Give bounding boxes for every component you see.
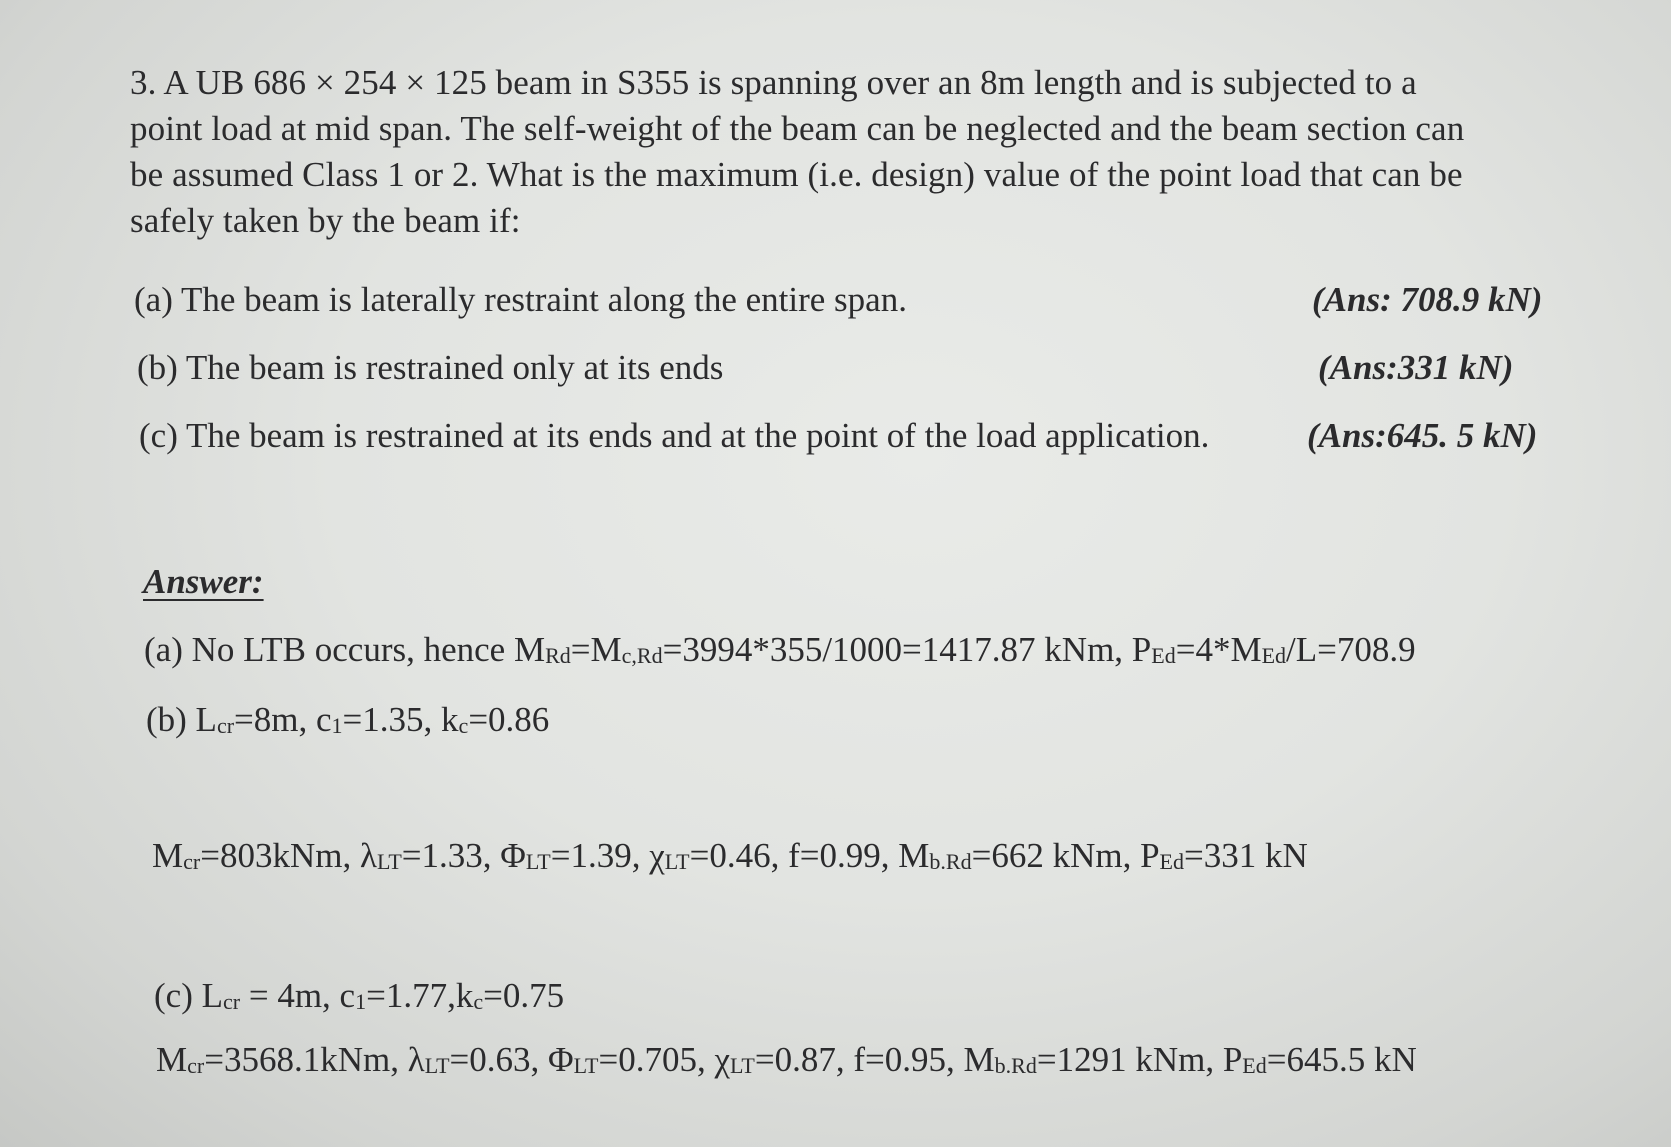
answer-b-text: =8m, c [234,700,332,739]
answer-c-details-text: =0.705, χ [598,1040,731,1079]
part-b-answer: (Ans:331 kN) [1318,348,1514,387]
answer-a-text: =4*M [1175,630,1262,669]
subscript: Ed [1151,643,1176,668]
answer-b-details-text: =331 kN [1184,836,1308,875]
answer-b-details-text: =1.33, Φ [401,836,526,875]
question-line: be assumed Class 1 or 2. What is the maximum (i.e. design) value of the point load that can be [130,155,1463,194]
part-a-answer: (Ans: 708.9 kN) [1312,280,1543,319]
subscript: c [473,989,484,1014]
answer-b-text: =0.86 [468,700,550,739]
subscript: cr [222,989,241,1014]
answer-b-details [152,836,1308,876]
part-a [134,280,1554,326]
subscript: 1 [355,989,367,1014]
answer-c-text: (c) L [154,976,223,1015]
subscript: c,Rd [621,643,663,668]
part-a-text: (a) The beam is laterally restraint along the entire span. [134,280,907,319]
subscript: LT [376,849,402,874]
answer-c-details-text: =645.5 kN [1266,1040,1417,1079]
answer-c-text: =1.77,k [366,976,474,1015]
subscript: LT [573,1053,599,1078]
part-b-text: (b) The beam is restrained only at its ends [137,348,724,387]
question-line: safely taken by the beam if: [130,201,521,240]
answer-a-text: /L=708.9 [1286,630,1416,669]
subscript: Ed [1242,1053,1267,1078]
answer-a [144,630,1416,670]
answer-c-details-text: =0.87, f=0.95, M [754,1040,995,1079]
subscript: cr [216,713,235,738]
answer-c-details-text: M [156,1040,188,1079]
part-c-text: (c) The beam is restrained at its ends and at the point of the load application. [139,416,1210,455]
part-c [139,416,1559,462]
answer-b-details-text: =1.39, χ [550,836,665,875]
answer-a-text: (a) No LTB occurs, hence M [144,630,546,669]
subscript: b.Rd [929,849,972,874]
answer-a-text: =M [570,630,622,669]
answer-c-text: =0.75 [483,976,565,1015]
answer-b [146,700,549,740]
subscript: c [458,713,469,738]
answer-b-text: (b) L [146,700,217,739]
answer-b-details-text: =803kNm, λ [200,836,377,875]
answer-c-details [156,1040,1417,1080]
answer-c-text: = 4m, c [240,976,356,1015]
answer-b-details-text: M [152,836,184,875]
answer-c [154,976,564,1016]
subscript: cr [183,849,201,874]
part-b [137,348,1557,394]
answer-heading: Answer: [143,562,264,601]
subscript: LT [664,849,690,874]
answer-c-details-text: =0.63, Φ [449,1040,574,1079]
subscript: Rd [545,643,571,668]
subscript: b.Rd [994,1053,1037,1078]
answer-a-text: =3994*355/1000=1417.87 kNm, P [662,630,1152,669]
subscript: Ed [1261,643,1287,668]
subscript: Ed [1159,849,1184,874]
question-line: 3. A UB 686 × 254 × 125 beam in S355 is spanning over an 8m length and is subjected to a [130,63,1417,102]
subscript: LT [525,849,551,874]
question-text [130,60,1570,244]
answer-c-details-text: =1291 kNm, P [1036,1040,1243,1079]
answer-b-details-text: =662 kNm, P [971,836,1160,875]
subscript: 1 [331,713,343,738]
subscript: LT [424,1053,450,1078]
subscript: LT [730,1053,755,1078]
subscript: cr [187,1053,205,1078]
question-line: point load at mid span. The self-weight of the beam can be neglected and the beam section can [130,109,1465,148]
answer-b-details-text: =0.46, f=0.99, M [689,836,930,875]
part-c-answer: (Ans:645. 5 kN) [1307,416,1538,455]
answer-b-text: =1.35, k [342,700,459,739]
answer-c-details-text: =3568.1kNm, λ [204,1040,425,1079]
